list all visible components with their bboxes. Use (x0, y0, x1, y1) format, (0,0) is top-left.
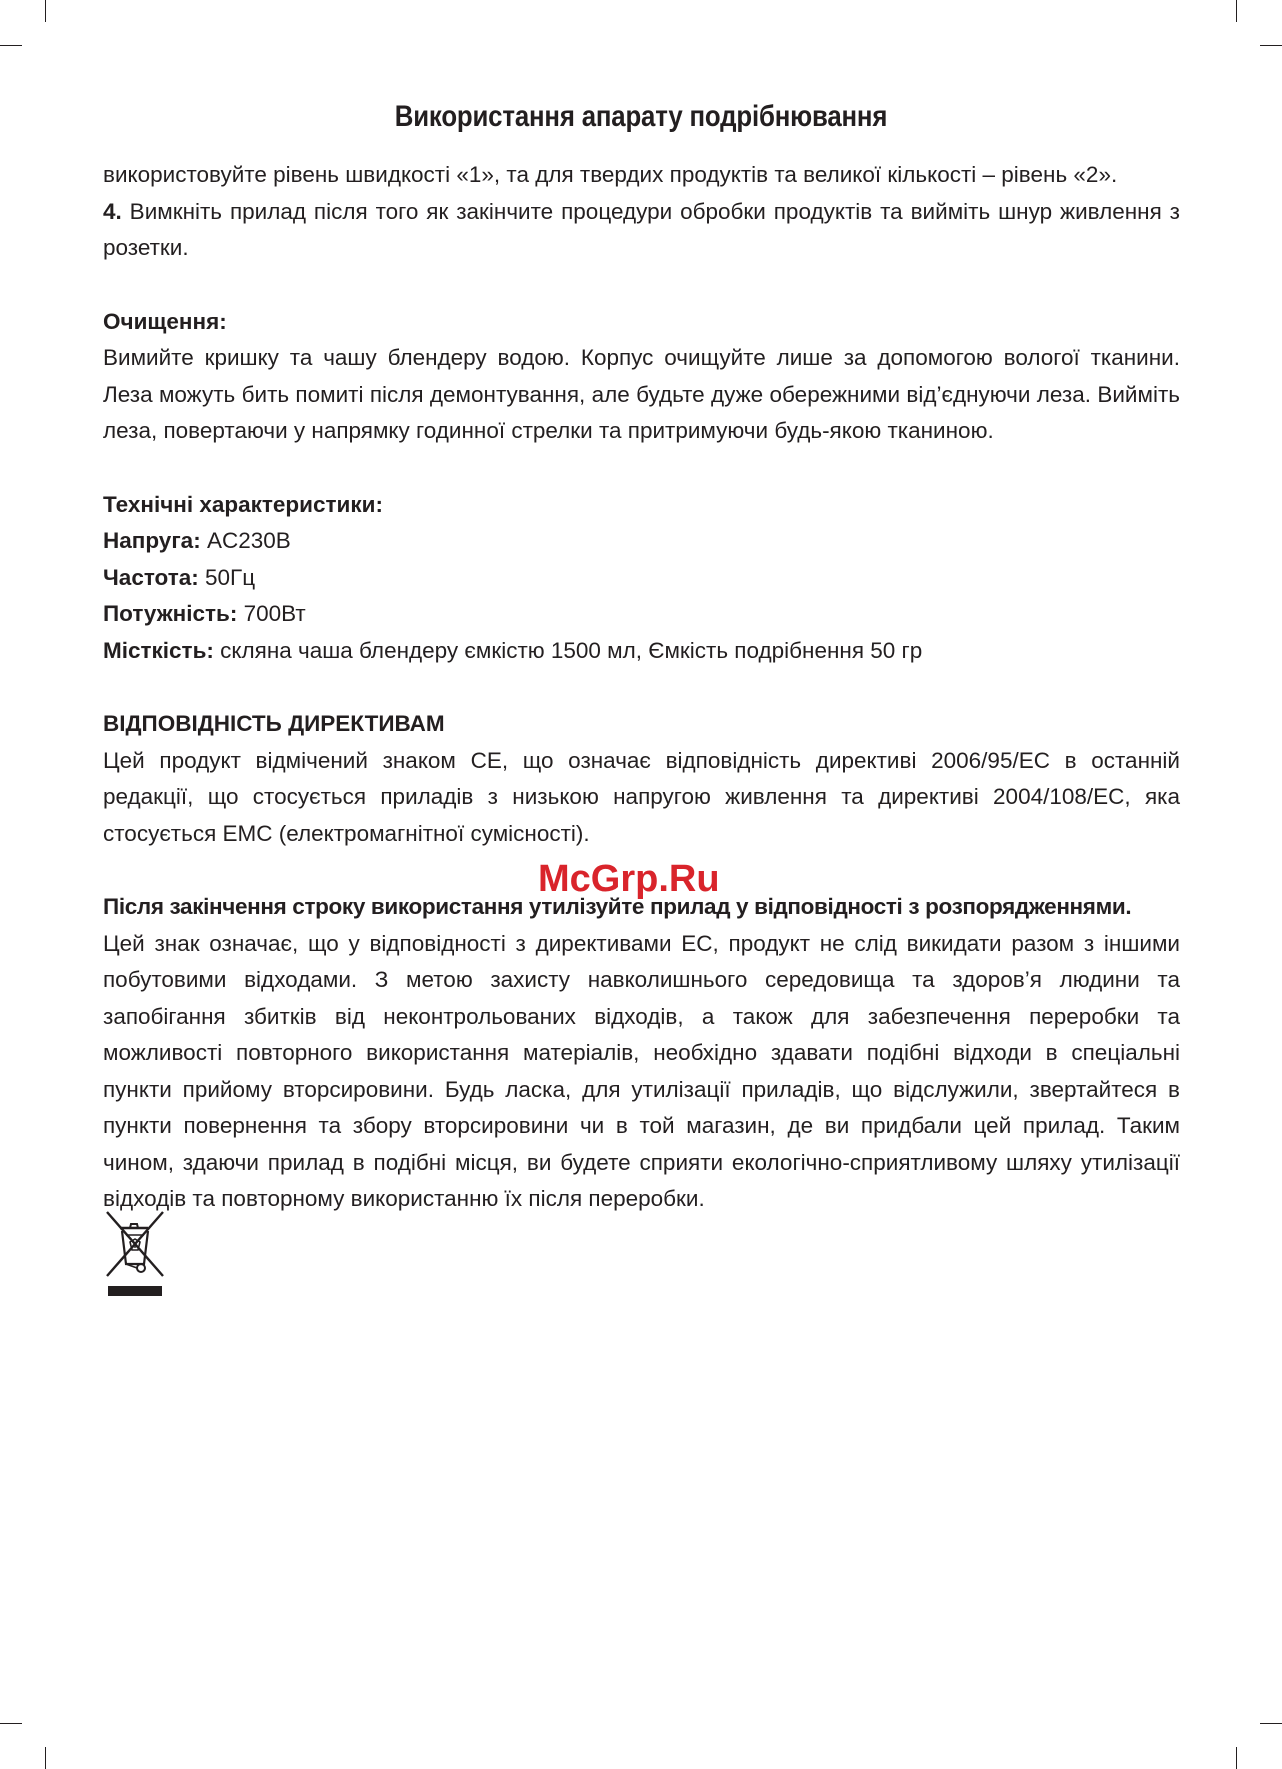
spec-value: скляна чаша блендеру ємкістю 1500 мл, Ємкість подрібнення 50 гр (213, 637, 923, 663)
crop-mark-bottom-left (45, 1747, 46, 1769)
compliance-text: Цей продукт відмічений знаком CE, що означає відповідність директиві 2006/95/EC в останній редакції, що стосується приладів з низькою напругою живлення та директиві 2004/108/EC, яка стосується EMC (електромагнітної сумісності). (103, 747, 1180, 846)
spec-power (103, 596, 1180, 633)
intro-paragraph (103, 157, 1180, 267)
specs-heading: Технічні характеристики: (103, 491, 383, 517)
spec-label: Напруга: (103, 528, 201, 553)
step-text: Вимкніть прилад після того як закінчите процедури обробки продуктів та вийміть шнур живлення з розетки. (103, 198, 1180, 260)
crossed-out-wheelie-bin-icon (103, 1210, 167, 1298)
crop-mark-top-right (1236, 0, 1237, 22)
watermark: McGrp.Ru (538, 858, 720, 900)
crop-mark-top-right (1260, 45, 1282, 46)
page-title: Використання апарату подрібнювання (394, 100, 888, 133)
spec-value: 700Вт (237, 601, 306, 626)
spec-label: Місткість: (103, 637, 214, 663)
intro-line: використовуйте рівень швидкості «1», та для твердих продуктів та великої кількості – рівень «2». (103, 162, 1118, 187)
spec-label: Потужність: (103, 601, 238, 626)
spec-frequency (103, 560, 1180, 597)
crop-mark-bottom-left (0, 1723, 22, 1724)
cleaning-heading: Очищення: (103, 308, 227, 334)
document-body (103, 157, 1180, 1218)
disposal-text: Цей знак означає, що у відповідності з директивами ЕС, продукт не слід викидати разом з іншими побутовими відходами. З метою захисту навколишнього середовища та здоров’я людини та запобігання збитків від неконтрольованих відходів, а також для забезпечення переробки та можливості повторного використання матеріалів, необхідно здавати подібні відходи в спеціальні пункти прийому вторсировини. Будь ласка, для утилізації приладів, що відслужили, звертайтеся в пункти повернення та збору вторсировини чи в той магазин, де ви придбали цей прилад. Таким чином, здаючи прилад в подібні місця, ви будете сприяти екологічно-сприятливому шляху утилізації відходів та повторному використанню їх після переробки. (103, 930, 1180, 1211)
spec-value: 50Гц (198, 564, 256, 590)
spec-capacity (103, 633, 1180, 670)
compliance-heading: ВІДПОВІДНІСТЬ ДИРЕКТИВАМ (103, 711, 445, 736)
cleaning-text: Вимийте кришку та чашу блендеру водою. Корпус очищуйте лише за допомогою вологої тканини. Леза можуть бить помиті після демонтування, але будьте дуже обережними від’єднуючи леза. Вийміть леза, повертаючи у напрямку годинної стрелки та притримуючи будь-якою тканиною. (103, 345, 1180, 443)
crop-mark-top-left (45, 0, 46, 22)
crop-mark-bottom-right (1236, 1747, 1237, 1769)
spec-voltage (103, 523, 1180, 560)
crop-mark-top-left (0, 45, 22, 46)
spec-label: Частота: (103, 564, 199, 590)
step-number: 4. (103, 198, 122, 224)
crop-mark-bottom-right (1260, 1723, 1282, 1724)
spec-value: AC230B (200, 528, 291, 553)
disposal-heading: Після закінчення строку використання утилізуйте прилад у відповідності з розпорядженнями. (103, 894, 1132, 919)
